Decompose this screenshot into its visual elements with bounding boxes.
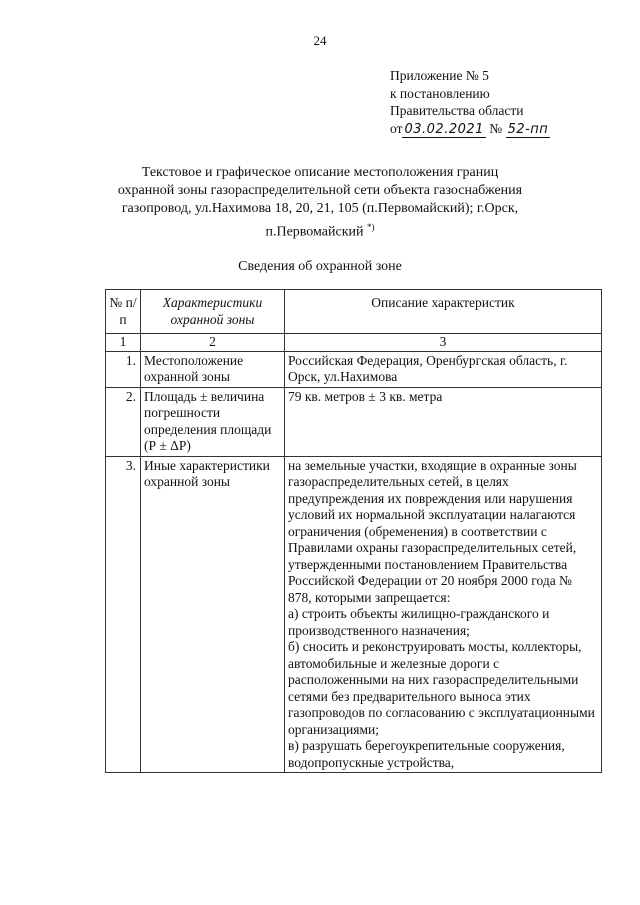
header-description: Описание характеристик	[285, 290, 602, 334]
row-number: 3.	[106, 456, 141, 773]
date-value: 03.02.2021	[404, 121, 484, 137]
date-prefix: от	[390, 120, 403, 136]
document-number: 52-пп	[507, 121, 549, 137]
title-line: Текстовое и графическое описание местоположения границ	[141, 165, 499, 180]
table-header-row	[106, 290, 602, 334]
description-paragraph: 79 кв. метров ± 3 кв. метра	[288, 388, 443, 404]
description-paragraph: в) разрушать берегоукрепительные сооружения, водопропускные устройства,	[288, 738, 565, 770]
column-number-row	[106, 334, 602, 352]
description-paragraph: б) сносить и реконструировать мосты, коллекторы, автомобильные и железные дороги с расположенными на них газораспределительными сетями без предварительного выноса этих газопроводов по согласованию с эксплуатационными организациями;	[288, 639, 595, 737]
appendix-line: Приложение № 5	[390, 68, 489, 83]
column-number: 3	[285, 334, 602, 352]
description-paragraph: а) строить объекты жилищно-гражданского и производственного назначения;	[288, 606, 550, 638]
header-characteristic: Характеристики охранной зоны	[141, 290, 285, 334]
row-description	[285, 351, 602, 387]
row-number: 2.	[106, 387, 141, 456]
page-number: 24	[313, 33, 327, 48]
zone-table	[105, 289, 602, 773]
table-row	[106, 456, 602, 773]
document-title	[70, 164, 570, 242]
table-row	[106, 351, 602, 387]
column-number: 2	[141, 334, 285, 352]
header-number: № п/п	[106, 290, 141, 334]
title-line: охранной зоны газораспределительной сети объекта газоснабжения	[117, 183, 523, 198]
appendix-date-line	[390, 120, 550, 139]
row-characteristic: Иные характеристики охранной зоны	[141, 456, 285, 773]
footnote-mark: *)	[367, 222, 375, 232]
table-row	[106, 387, 602, 456]
description-paragraph: Российская Федерация, Оренбургская область, г. Орск, ул.Нахимова	[288, 352, 568, 384]
section-subtitle: Сведения об охранной зоне	[238, 259, 402, 274]
row-description	[285, 456, 602, 773]
row-number: 1.	[106, 351, 141, 387]
row-description	[285, 387, 602, 456]
column-number: 1	[106, 334, 141, 352]
title-line	[70, 218, 570, 242]
row-characteristic: Местоположение охранной зоны	[141, 351, 285, 387]
title-line-4: п.Первомайский	[265, 224, 364, 240]
appendix-line: Правительства области	[390, 103, 524, 118]
appendix-block	[390, 67, 550, 138]
number-sign: №	[489, 120, 503, 136]
description-paragraph: на земельные участки, входящие в охранные зоны газораспределительных сетей, в целях предупреждения их повреждения или нарушения условий их нормальной эксплуатации налагаются ограничения (обременения) в соответствии с Правилами охраны газораспределительных сетей, утвержденными постановлением Правительства Российской Федерации от 20 ноября 2000 года № 878, которыми запрещается:	[288, 457, 577, 605]
appendix-line: к постановлению	[390, 85, 490, 101]
row-characteristic: Площадь ± величина погрешности определения площади (Р ± ΔР)	[141, 387, 285, 456]
title-line: газопровод, ул.Нахимова 18, 20, 21, 105 (п.Первомайский); г.Орск,	[121, 201, 519, 216]
